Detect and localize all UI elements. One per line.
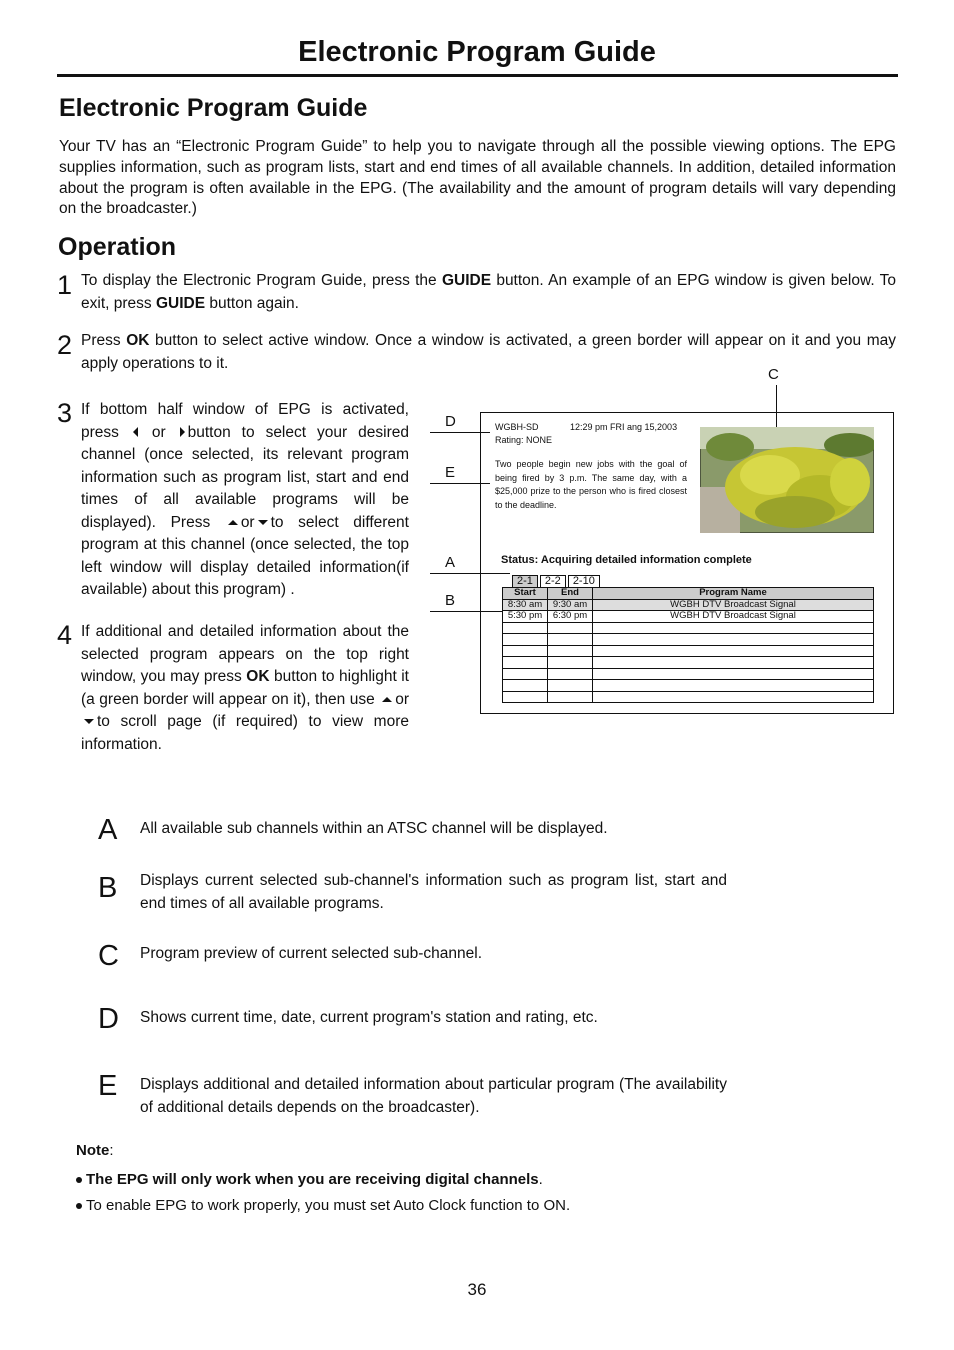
title-rule bbox=[57, 74, 898, 77]
table-row[interactable] bbox=[503, 599, 874, 611]
empty-cell bbox=[593, 668, 874, 680]
subchannel-tab[interactable]: 2-1 bbox=[512, 575, 538, 588]
text: button again. bbox=[205, 294, 299, 312]
rating: Rating: NONE bbox=[495, 435, 553, 445]
bullet-icon bbox=[76, 1177, 82, 1183]
text: Press bbox=[81, 332, 127, 349]
definition-text: Shows current time, date, current program's station and rating, etc. bbox=[140, 1009, 598, 1026]
callout-label-b: B bbox=[445, 592, 456, 609]
text: button to select your desired channel (once selected, its relevant program information such as program list, start and end times of all available programs will be displayed). Press bbox=[81, 423, 409, 531]
callout-label-a: A bbox=[445, 554, 456, 571]
text: If additional and detailed information about the selected program appears on the top right window, you may press bbox=[81, 623, 409, 685]
step-number: 2 bbox=[57, 330, 73, 360]
left-arrow-icon bbox=[133, 427, 138, 437]
section-heading-epg: Electronic Program Guide bbox=[59, 94, 368, 122]
up-arrow-icon bbox=[382, 697, 392, 702]
column-header: Start bbox=[503, 588, 548, 600]
end-cell: 9:30 am bbox=[548, 599, 593, 611]
column-header: End bbox=[548, 588, 593, 600]
definition-letter: B bbox=[98, 872, 118, 904]
step-number: 1 bbox=[57, 270, 73, 300]
empty-cell bbox=[503, 622, 548, 634]
definition-letter: A bbox=[98, 814, 118, 846]
text: : bbox=[109, 1142, 114, 1159]
empty-cell bbox=[593, 691, 874, 703]
callout-label-e: E bbox=[445, 464, 456, 481]
program-name-cell: WGBH DTV Broadcast Signal bbox=[593, 599, 874, 611]
text: or bbox=[151, 423, 166, 441]
text: To enable EPG to work properly, you must set Auto Clock function to ON. bbox=[86, 1197, 571, 1214]
table-row bbox=[503, 691, 874, 703]
ok-key: OK bbox=[246, 668, 270, 685]
step-number: 3 bbox=[57, 398, 73, 428]
empty-cell bbox=[548, 634, 593, 646]
text: If bottom half window of EPG is activated, press bbox=[81, 401, 409, 441]
empty-cell bbox=[548, 657, 593, 669]
down-arrow-icon bbox=[84, 719, 94, 724]
empty-cell bbox=[593, 657, 874, 669]
start-cell: 8:30 am bbox=[503, 599, 548, 611]
step-1-text bbox=[81, 270, 896, 315]
bullet-icon bbox=[76, 1203, 82, 1209]
date-time: 12:29 pm FRI ang 15,2003 bbox=[570, 422, 678, 432]
text: to select different program at this channel (once selected, the top left window will display detailed information(if available) about this program) . bbox=[81, 513, 409, 598]
definition-text: Displays additional and detailed information about particular program (The availability of additional details depends on the broadcaster). bbox=[140, 1076, 727, 1116]
empty-cell bbox=[593, 645, 874, 657]
text: The EPG will only work when you are receiving digital channels bbox=[86, 1171, 539, 1188]
callout-label-c: C bbox=[768, 366, 779, 383]
end-cell: 6:30 pm bbox=[548, 611, 593, 623]
empty-cell bbox=[548, 680, 593, 692]
station-name: WGBH-SD bbox=[495, 422, 539, 432]
epg-window bbox=[480, 412, 894, 714]
right-arrow-icon bbox=[180, 427, 185, 437]
empty-cell bbox=[503, 657, 548, 669]
definition-letter: D bbox=[98, 1003, 119, 1035]
guide-key: GUIDE bbox=[441, 272, 492, 289]
text: to scroll page (if required) to view more information. bbox=[81, 713, 409, 753]
note-label bbox=[76, 1142, 114, 1159]
note-heading: Note bbox=[76, 1142, 110, 1159]
down-arrow-icon bbox=[258, 520, 268, 525]
definition-text: Program preview of current selected sub-channel. bbox=[140, 945, 483, 962]
step-number: 4 bbox=[57, 620, 73, 650]
empty-cell bbox=[548, 691, 593, 703]
section-heading-operation: Operation bbox=[58, 233, 177, 261]
text: button. An example of an EPG window is given below. To exit, press bbox=[81, 272, 896, 312]
text: . bbox=[538, 1171, 543, 1188]
table-row bbox=[503, 657, 874, 669]
empty-cell bbox=[503, 680, 548, 692]
step-3-text bbox=[81, 399, 409, 602]
empty-cell bbox=[593, 622, 874, 634]
subchannel-tab[interactable]: 2-2 bbox=[540, 575, 566, 588]
empty-cell bbox=[593, 634, 874, 646]
program-description: Two people begin new jobs with the goal of being fired by 3 p.m. The same day, with a $25,000 prize to the person who is fired closest to the deadline. bbox=[495, 459, 687, 510]
subchannel-tab[interactable]: 2-10 bbox=[568, 575, 600, 588]
text: button to highlight it (a green border will appear on it), then use bbox=[81, 668, 409, 708]
table-row[interactable] bbox=[503, 611, 874, 623]
empty-cell bbox=[548, 622, 593, 634]
definition-letter: E bbox=[98, 1070, 118, 1102]
up-arrow-icon bbox=[228, 520, 238, 525]
note-bullet-1 bbox=[76, 1171, 543, 1188]
program-name-cell: WGBH DTV Broadcast Signal bbox=[593, 611, 874, 623]
ok-key: OK bbox=[126, 332, 150, 349]
empty-cell bbox=[503, 645, 548, 657]
table-row bbox=[503, 680, 874, 692]
definition-letter: C bbox=[98, 940, 119, 972]
column-header: Program Name bbox=[593, 588, 874, 600]
guide-key: GUIDE bbox=[155, 294, 206, 312]
table-row bbox=[503, 645, 874, 657]
start-cell: 5:30 pm bbox=[503, 611, 548, 623]
definition-text: All available sub channels within an ATSC channel will be displayed. bbox=[140, 820, 608, 837]
callout-label-d: D bbox=[445, 413, 456, 430]
status-line: Status: Acquiring detailed information complete bbox=[501, 554, 752, 566]
empty-cell bbox=[503, 634, 548, 646]
step-4-text bbox=[81, 621, 409, 756]
definition-text: Displays current selected sub-channel's information such as program list, start and end times of all available programs. bbox=[140, 872, 727, 912]
text: or bbox=[240, 513, 255, 531]
note-bullet-2 bbox=[76, 1197, 570, 1214]
empty-cell bbox=[548, 668, 593, 680]
program-preview-image bbox=[700, 427, 874, 533]
table-header-row bbox=[503, 588, 874, 600]
page-number: 36 bbox=[467, 1280, 487, 1299]
empty-cell bbox=[548, 645, 593, 657]
table-row bbox=[503, 622, 874, 634]
program-list-table bbox=[502, 587, 874, 703]
page-title: Electronic Program Guide bbox=[298, 36, 656, 68]
text: or bbox=[395, 690, 409, 708]
intro-paragraph: Your TV has an “Electronic Program Guide” to help you to navigate through all the possible viewing options. The EPG supplies information, such as program lists, start and end times of all available channels. In addition, detailed information about the program is often available in the EPG. (The availability and the amount of program details will vary depending on the broadcaster.) bbox=[59, 138, 896, 218]
empty-cell bbox=[503, 691, 548, 703]
table-row bbox=[503, 668, 874, 680]
text: To display the Electronic Program Guide, press the bbox=[81, 272, 442, 289]
text: button to select active window. Once a window is activated, a green border will appear on it and you may apply operations to it. bbox=[81, 332, 896, 372]
empty-cell bbox=[593, 680, 874, 692]
empty-cell bbox=[503, 668, 548, 680]
table-row bbox=[503, 634, 874, 646]
